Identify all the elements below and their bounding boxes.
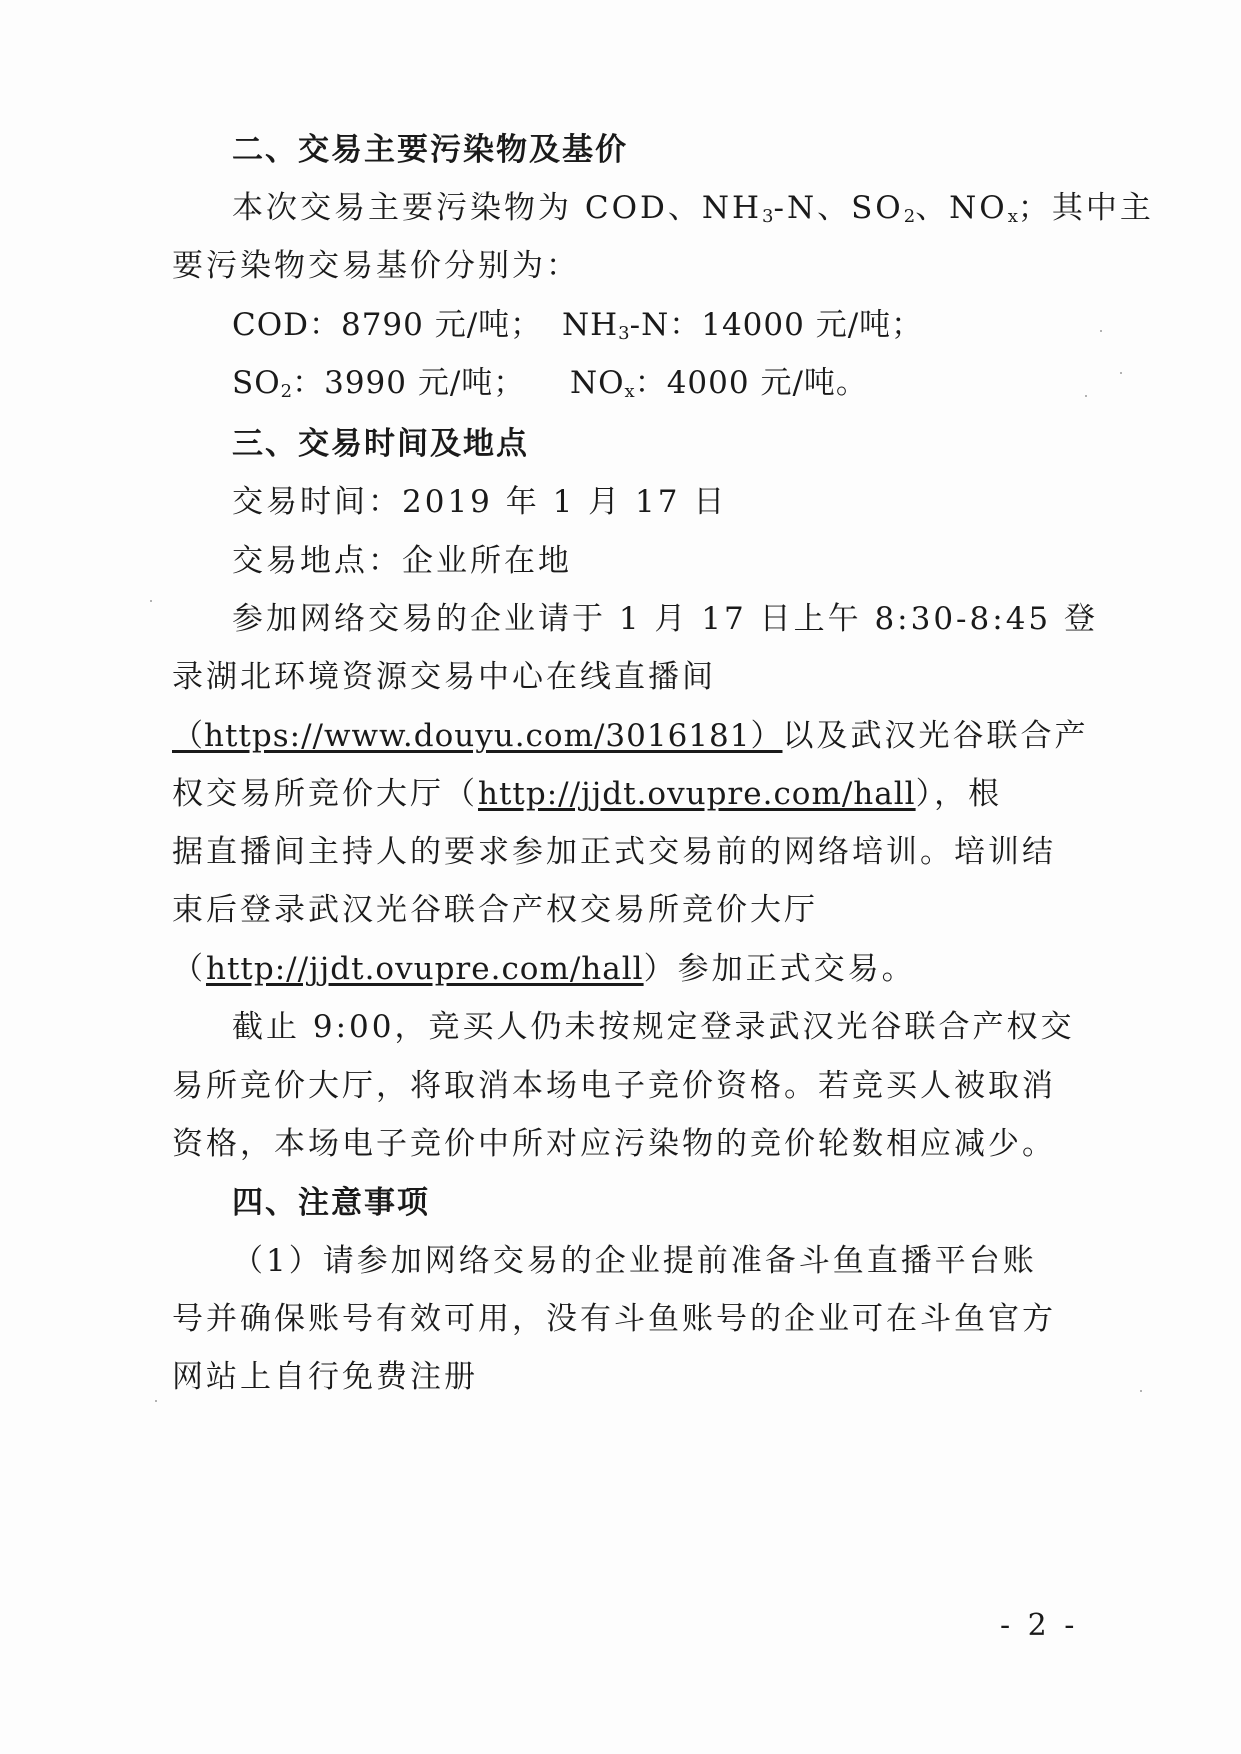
price-nox-label: NO — [570, 365, 625, 401]
section3-p1-line4-end: ），根 — [915, 776, 1003, 812]
scan-speck — [155, 1400, 157, 1402]
section4-heading: 四、注意事项 — [232, 1185, 430, 1221]
section3-p1-line7-text: ）参加正式交易。 — [643, 951, 916, 987]
intro-text-d: ；其中主 — [1017, 190, 1154, 226]
section3-p1-line2: 录湖北环境资源交易中心在线直播间 — [172, 659, 716, 695]
douyu-link[interactable]: （https://www.douyu.com/3016181） — [172, 718, 783, 754]
section3-p1-line5: 据直播间主持人的要求参加正式交易前的网络培训。培训结 — [172, 834, 1056, 870]
section2-intro-line2: 要污染物交易基价分别为： — [172, 248, 580, 284]
section3-p2-line1: 截止 9:00，竞买人仍未按规定登录武汉光谷联合产权交 — [232, 1009, 1075, 1045]
price-so2 — [232, 363, 525, 412]
so2-subscript: 2 — [903, 206, 916, 227]
scan-speck — [1120, 372, 1122, 374]
notice1-line3: 网站上自行免费注册 — [172, 1359, 478, 1395]
section3-p1-line7-open: （ — [172, 951, 206, 987]
price-nh3-subscript: 3 — [618, 323, 630, 344]
price-nox-value: ：4000 元/吨。 — [634, 365, 868, 401]
scan-speck — [1100, 330, 1102, 332]
scan-speck — [1085, 395, 1087, 397]
section3-heading: 三、交易时间及地点 — [232, 426, 529, 462]
section3-p1-line3 — [172, 716, 1088, 756]
price-nox-subscript: x — [624, 381, 635, 402]
intro-text-a: 本次交易主要污染物为 COD、NH — [232, 190, 763, 226]
section3-p1-line1: 参加网络交易的企业请于 1 月 17 日上午 8:30-8:45 登 — [232, 601, 1098, 637]
notice1-line2: 号并确保账号有效可用，没有斗鱼账号的企业可在斗鱼官方 — [172, 1301, 1056, 1337]
scan-speck — [150, 600, 152, 602]
price-nh3 — [562, 305, 923, 354]
intro-text-b: -N、SO — [773, 190, 904, 226]
intro-text-c: 、NO — [915, 190, 1008, 226]
scan-speck — [1140, 1390, 1142, 1392]
section3-p1-line4-text: 权交易所竞价大厅（ — [172, 776, 478, 812]
price-nh3-label: NH — [562, 307, 619, 343]
nox-subscript: x — [1007, 206, 1018, 227]
price-so2-subscript: 2 — [280, 381, 293, 402]
section3-p2-line2: 易所竞价大厅，将取消本场电子竞价资格。若竞买人被取消 — [172, 1068, 1056, 1104]
trade-place: 交易地点：企业所在地 — [232, 543, 572, 579]
section2-intro-line1 — [232, 188, 1154, 237]
section3-p1-line3-text: 以及武汉光谷联合产 — [782, 718, 1089, 754]
section3-p2-line3: 资格，本场电子竞价中所对应污染物的竞价轮数相应减少。 — [172, 1126, 1056, 1162]
price-nh3-value: -N：14000 元/吨； — [629, 307, 924, 343]
section3-p1-line6: 束后登录武汉光谷联合产权交易所竞价大厅 — [172, 892, 818, 928]
section3-p1-line4 — [172, 774, 1002, 814]
price-so2-value: ：3990 元/吨； — [292, 365, 526, 401]
nh3-subscript: 3 — [762, 206, 774, 227]
section3-p1-line7 — [172, 949, 916, 989]
page-number: - 2 - — [1000, 1608, 1079, 1643]
hall-link-2[interactable]: http://jjdt.ovupre.com/hall — [206, 951, 644, 987]
notice1-line1: （1）请参加网络交易的企业提前准备斗鱼直播平台账 — [232, 1243, 1037, 1279]
price-cod: COD：8790 元/吨； — [232, 307, 543, 343]
price-nox — [570, 363, 868, 412]
trade-time: 交易时间：2019 年 1 月 17 日 — [232, 484, 728, 520]
price-so2-label: SO — [232, 365, 281, 401]
section2-heading: 二、交易主要污染物及基价 — [232, 132, 628, 168]
hall-link-1[interactable]: http://jjdt.ovupre.com/hall — [478, 776, 916, 812]
